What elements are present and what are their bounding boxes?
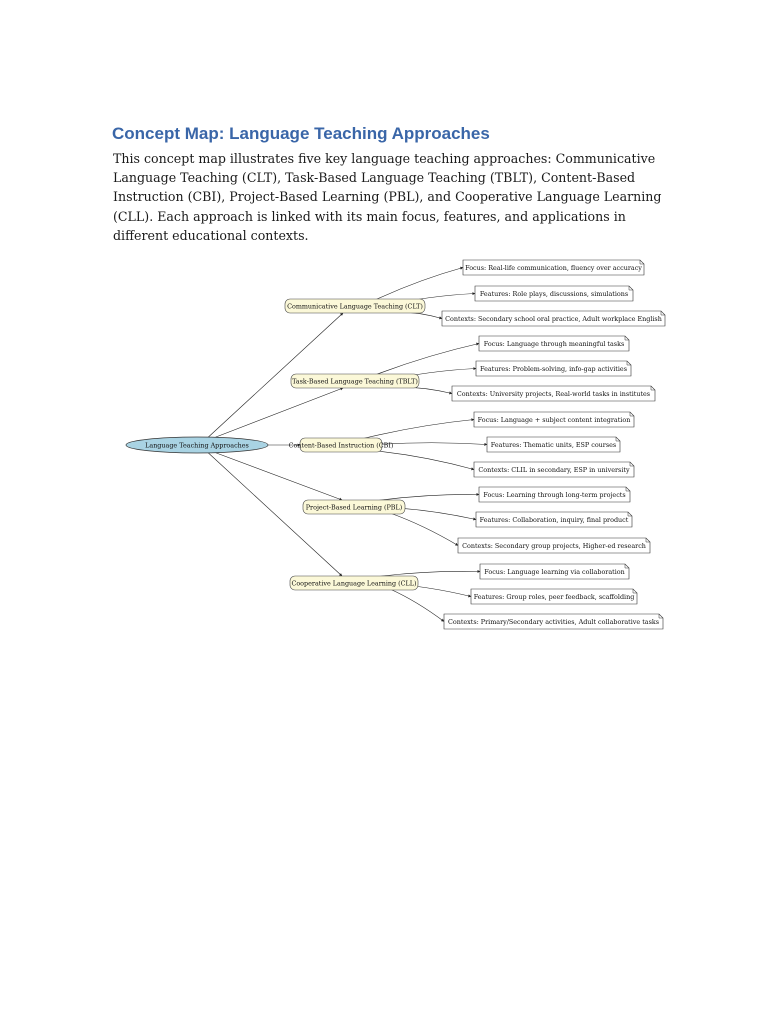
contexts-note-label: Contexts: University projects, Real-world tasks in institutes xyxy=(456,389,651,398)
contexts-note xyxy=(442,311,665,326)
features-note xyxy=(476,512,632,527)
features-note xyxy=(487,437,620,452)
page-title: Concept Map: Language Teaching Approaches xyxy=(112,124,490,143)
features-note-label: Features: Group roles, peer feedback, scaffolding xyxy=(473,592,635,601)
features-note-label: Features: Problem-solving, info-gap activities xyxy=(480,364,627,373)
edge-root-to-approach xyxy=(203,448,342,500)
approach-node xyxy=(289,438,394,452)
approach-node xyxy=(291,374,419,388)
edge-approach-to-focus xyxy=(361,420,474,440)
root-node xyxy=(126,437,268,453)
features-note xyxy=(475,286,633,301)
approach-node xyxy=(290,576,418,590)
features-note xyxy=(471,589,637,604)
contexts-note-label: Contexts: Primary/Secondary activities, Adult collaborative tasks xyxy=(447,617,660,626)
contexts-note-label: Contexts: CLIL in secondary, ESP in university xyxy=(478,465,630,474)
focus-note-label: Focus: Learning through long-term projects xyxy=(483,490,626,499)
approach-node-label: Content-Based Instruction (CBI) xyxy=(288,441,394,450)
edge-root-to-approach xyxy=(203,388,343,442)
focus-note-label: Focus: Language + subject content integration xyxy=(477,415,631,424)
approach-node-label: Communicative Language Teaching (CLT) xyxy=(287,302,423,311)
contexts-note xyxy=(444,614,663,629)
focus-note xyxy=(480,564,629,579)
approach-node xyxy=(303,500,405,514)
approach-node-label: Cooperative Language Learning (CLL) xyxy=(291,579,417,588)
edge-approach-to-contexts xyxy=(390,513,458,546)
edge-approach-to-contexts xyxy=(390,589,444,622)
focus-note xyxy=(463,260,644,275)
intro-paragraph: This concept map illustrates five key language teaching approaches: Communicative Language Teaching (CLT), Task-Based Language Teaching (TBLT), Content-Based Instruction (CBI), Project-Based Learning (PBL), and Cooperative Language Learning (CLL). Each approach is linked with its main focus, features, and applications in different educational contexts. xyxy=(113,151,662,243)
edge-approach-to-contexts xyxy=(377,451,474,470)
features-note-label: Features: Thematic units, ESP courses xyxy=(490,440,617,449)
contexts-note xyxy=(474,462,634,477)
root-node-label: Language Teaching Approaches xyxy=(145,441,249,450)
approach-node xyxy=(285,299,425,313)
contexts-note-label: Contexts: Secondary group projects, Higher-ed research xyxy=(462,541,646,550)
approach-node-label: Task-Based Language Teaching (TBLT) xyxy=(292,377,418,386)
contexts-note xyxy=(452,386,655,401)
focus-note xyxy=(479,336,629,351)
contexts-note xyxy=(458,538,650,553)
features-note-label: Features: Collaboration, inquiry, final product xyxy=(479,515,629,524)
map-nodes xyxy=(126,260,665,629)
focus-note xyxy=(479,487,630,502)
contexts-note-label: Contexts: Secondary school oral practice, Adult workplace English xyxy=(445,314,662,323)
focus-note-label: Focus: Language through meaningful tasks xyxy=(483,339,625,348)
focus-note-label: Focus: Language learning via collaboration xyxy=(484,567,625,576)
focus-note xyxy=(474,412,634,427)
features-note-label: Features: Role plays, discussions, simulations xyxy=(479,289,629,298)
focus-note-label: Focus: Real-life communication, fluency over accuracy xyxy=(465,263,642,272)
edge-approach-to-focus xyxy=(375,344,479,376)
features-note xyxy=(476,361,631,376)
approach-node-label: Project-Based Learning (PBL) xyxy=(305,503,403,512)
